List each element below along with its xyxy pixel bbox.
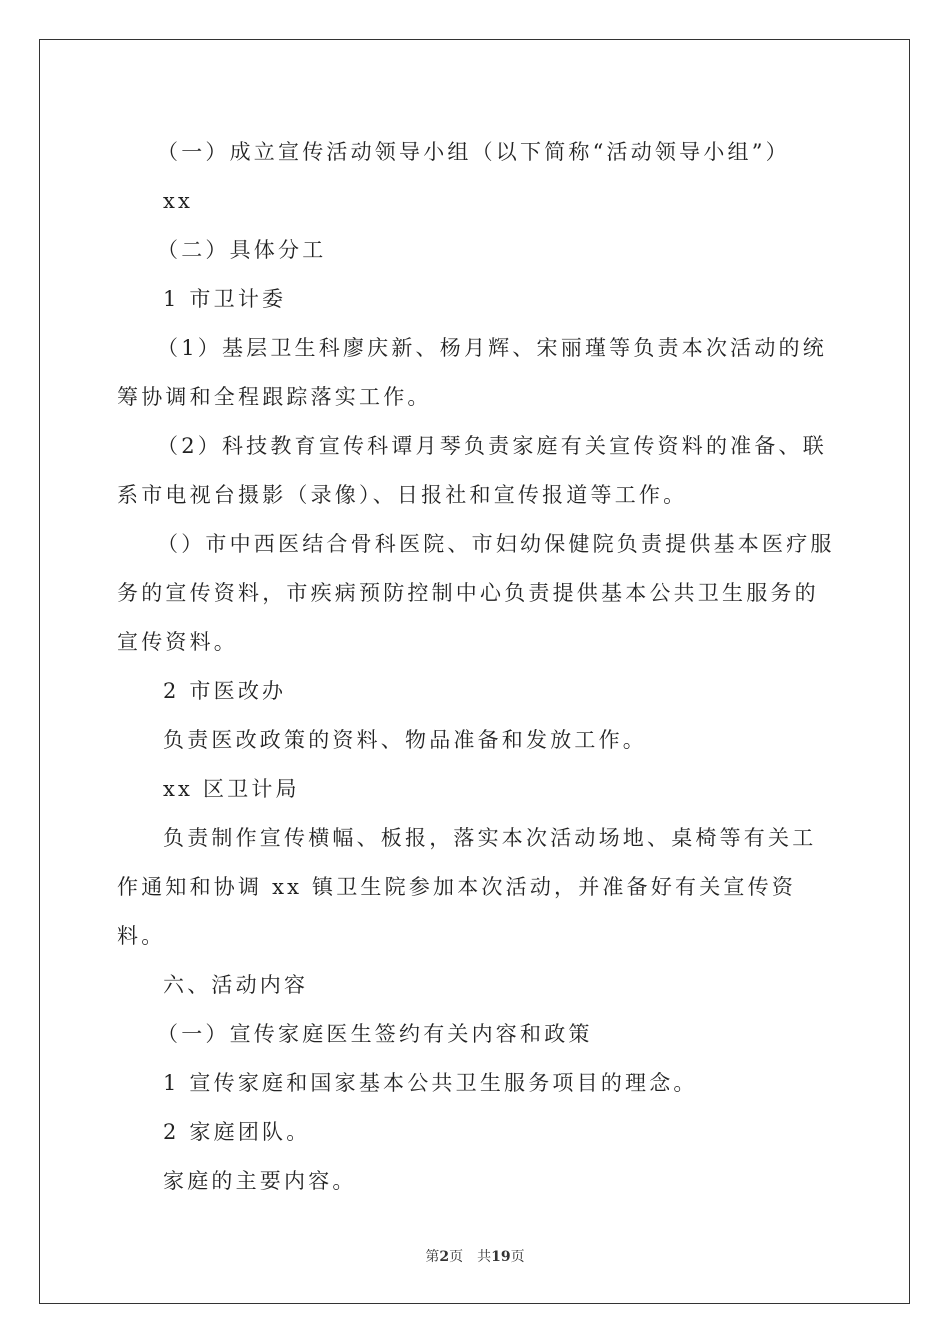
page-prefix: 第 (425, 1249, 440, 1265)
page-number: 2 (439, 1249, 450, 1265)
paragraph-10: xx 区卫计局 (163, 777, 300, 801)
page-footer (0, 1246, 950, 1266)
paragraph-1: （一）成立宣传活动领导小组（以下简称“活动领导小组”） (157, 140, 790, 164)
total-prefix: 共 (477, 1249, 492, 1265)
total-pages: 19 (491, 1249, 511, 1265)
paragraph-9: 负责医改政策的资料、物品准备和发放工作。 (163, 728, 647, 752)
page-suffix: 页 (449, 1249, 464, 1265)
paragraph-6: （2）科技教育宣传科谭月琴负责家庭有关宣传资料的准备、联系市电视台摄影（录像）、日报社和宣传报道等工作。 (117, 434, 827, 507)
paragraph-11: 负责制作宣传横幅、板报，落实本次活动场地、桌椅等有关工作通知和协调 xx 镇卫生院参加本次活动，并准备好有关宣传资料。 (117, 826, 817, 948)
document-body (117, 128, 839, 1206)
paragraph-7: （）市中西医结合骨科医院、市妇幼保健院负责提供基本医疗服务的宣传资料，市疾病预防控制中心负责提供基本公共卫生服务的宣传资料。 (117, 532, 835, 654)
paragraph-15: 2 家庭团队。 (163, 1120, 311, 1144)
paragraph-4: 1 市卫计委 (163, 287, 287, 311)
paragraph-2: xx (163, 189, 194, 213)
paragraph-14: 1 宣传家庭和国家基本公共卫生服务项目的理念。 (163, 1071, 698, 1095)
paragraph-12: 六、活动内容 (163, 973, 309, 997)
paragraph-16: 家庭的主要内容。 (163, 1169, 357, 1193)
paragraph-13: （一）宣传家庭医生签约有关内容和政策 (157, 1022, 593, 1046)
paragraph-5: （1）基层卫生科廖庆新、杨月辉、宋丽瑾等负责本次活动的统筹协调和全程跟踪落实工作。 (117, 336, 827, 409)
paragraph-8: 2 市医改办 (163, 679, 287, 703)
paragraph-3: （二）具体分工 (157, 238, 327, 262)
total-suffix: 页 (510, 1249, 525, 1265)
